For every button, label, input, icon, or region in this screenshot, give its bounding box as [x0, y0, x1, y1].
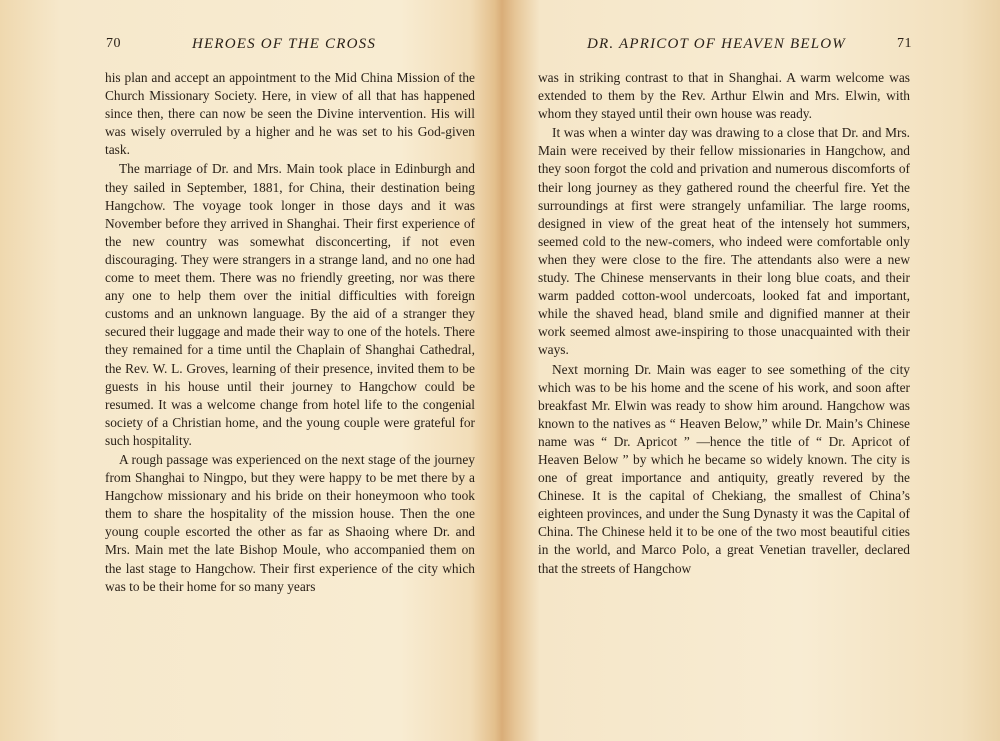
right-page — [505, 0, 1000, 741]
paragraph: Next morning Dr. Main was eager to see something of the city which was to be his home and the scene of his work, and soon after breakfast Mr. Elwin was ready to show him around. Hangchow was known to the natives as “ Heaven Below,” while Dr. Main’s Chinese name was “ Dr. Apricot ” —hence the title of “ Dr. Apricot of Heaven Below ” by which he became so widely known. The city is one of great importance and antiquity, greatly revered by the Chinese. It is the capital of Chekiang, the smallest of China’s eighteen provinces, and under the Sung Dynasty it was the Capital of China. The Chinese held it to be one of the two most beautiful cities in the world, and Marco Polo, a great Venetian traveller, declared that the streets of Hangchow — [538, 361, 910, 576]
left-running-title: HEROES OF THE CROSS — [192, 36, 377, 52]
right-page-number: 71 — [897, 36, 912, 51]
left-page-body — [105, 69, 475, 596]
paragraph: The marriage of Dr. and Mrs. Main took place in Edinburgh and they sailed in September, 1881, for China, their destination being Hangchow. The voyage took longer in those days and it was November before they arrived in Shanghai. Their first experience of the new country was somewhat disconcerting, if not even discouraging. They were strangers in a strange land, and no one had come to meet them. There was no friendly greeting, nor was there any one to help them over the initial difficulties with foreign customs and an unknown language. By the aid of a stranger they secured their luggage and made their way to one of the hotels. There they remained for a time until the Chaplain of Shanghai Cathedral, the Rev. W. L. Groves, learning of their presence, invited them to be guests in his house until their journey to Hangchow could be resumed. It was a welcome change from hotel life to the congenial society of a Christian home, and the young couple were grateful for such hospitality. — [105, 161, 475, 448]
paragraph: A rough passage was experienced on the next stage of the journey from Shanghai to Ningpo, but they were happy to be met there by a Hangchow missionary and his bride on their honeymoon who took them to share the hospitality of the mission house. Then the one young couple escorted the other as far as Shaoing where Dr. and Mrs. Main met the late Bishop Moule, who accompanied them on the last stage to Hangchow. Their first experience of the city which was to be their home for so many years — [105, 451, 475, 594]
right-page-body — [538, 69, 910, 578]
left-page-number: 70 — [106, 36, 121, 51]
paragraph: his plan and accept an appointment to the Mid China Mission of the Church Missionary Society. Here, in view of all that has happened since then, there can now be seen the Divine intervention. His will was wisely overruled by a higher and he was set to his God-given task. — [105, 70, 475, 158]
paragraph: was in striking contrast to that in Shanghai. A warm welcome was extended to them by the Rev. Arthur Elwin and Mrs. Elwin, with whom they stayed until their own house was ready. — [538, 70, 910, 122]
paragraph: It was when a winter day was drawing to a close that Dr. and Mrs. Main were received by their fellow missionaries in Hangchow, and they soon forgot the cold and privation and numerous discomforts of their long journey as they gathered round the cheerful fire. Yet the surroundings at first were strangely unfamiliar. The large rooms, designed in view of the great heat of the intensely hot summers, seemed cold to the new-comers, who indeed were comfortable only when they were close to the fire. The attendants also were a new study. The Chinese menservants in their long blue coats, and their warm padded cotton-wool undercoats, looked fat and important, while the shaved head, bland smile and dignified manner at their work seemed almost awe-inspiring to those unacquainted with their ways. — [538, 125, 910, 358]
right-running-title: DR. APRICOT OF HEAVEN BELOW — [587, 36, 846, 52]
